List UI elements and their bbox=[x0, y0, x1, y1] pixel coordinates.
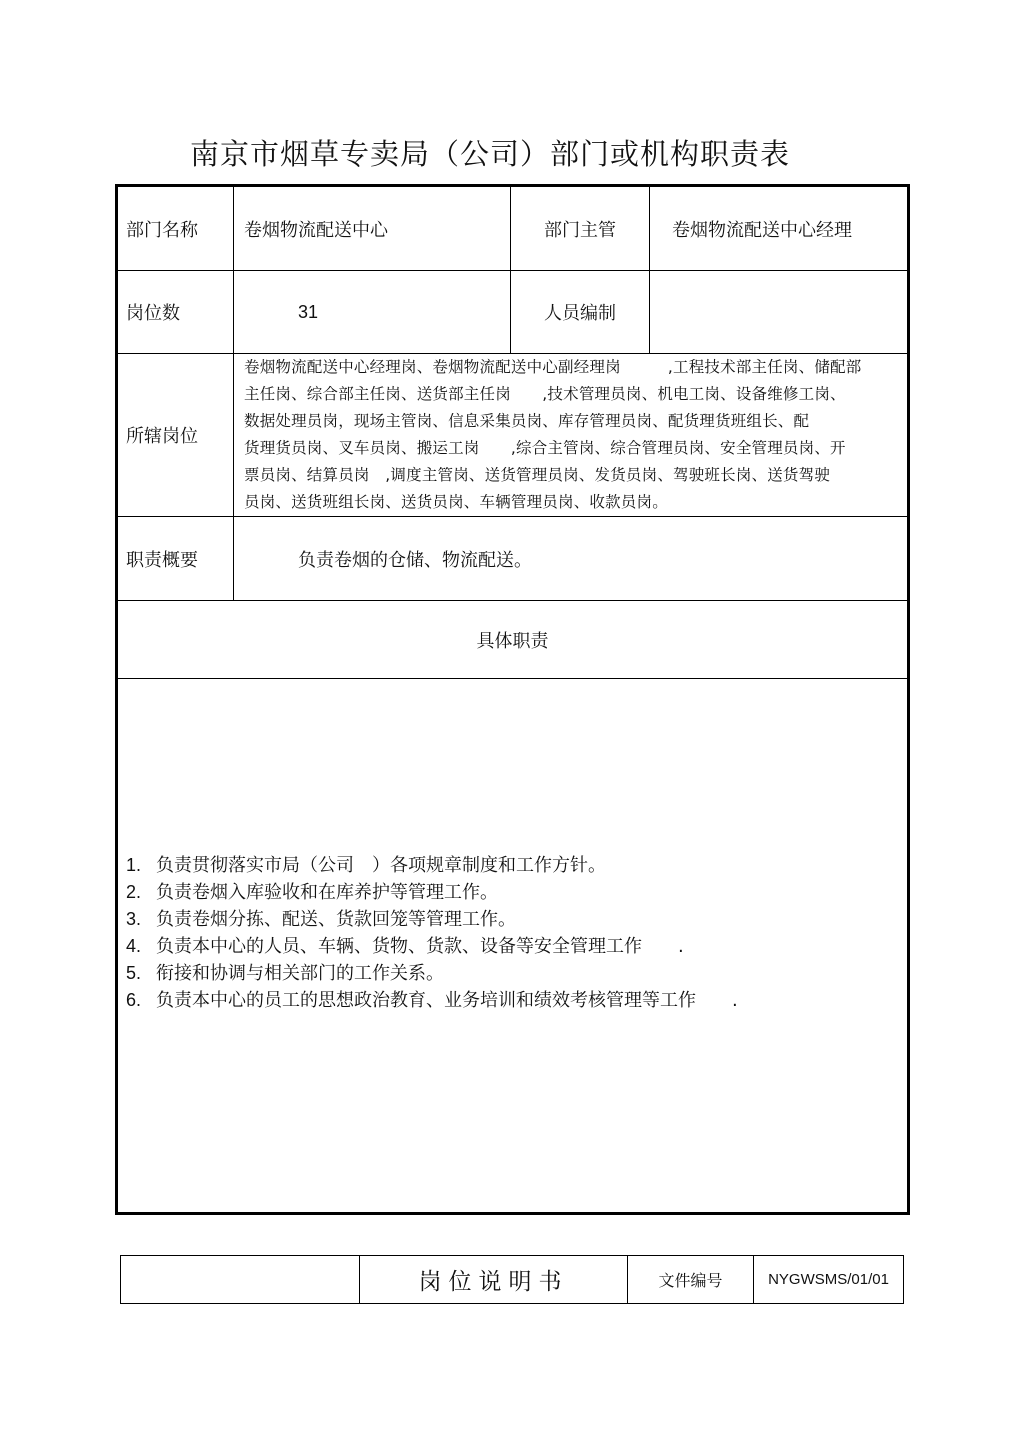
duty-number: 1. bbox=[126, 855, 142, 875]
duties-cell bbox=[117, 679, 909, 1214]
duty-text: 负责贯彻落实市局（公司 ）各项规章制度和工作方针。 bbox=[156, 855, 606, 876]
row-summary bbox=[117, 517, 909, 601]
dept-name-label: 部门名称 bbox=[117, 186, 234, 271]
row-duties bbox=[117, 679, 909, 1214]
duty-number: 6. bbox=[126, 990, 142, 1010]
posts-line: 卷烟物流配送中心经理岗、卷烟物流配送中心副经理岗 ,工程技术部主任岗、储配部 bbox=[244, 358, 862, 376]
posts-line: 主任岗、综合部主任岗、送货部主任岗 ,技术管理员岗、机电工岗、设备维修工岗、 bbox=[244, 385, 846, 403]
duty-text: 衔接和协调与相关部门的工作关系。 bbox=[156, 963, 444, 984]
duty-table bbox=[115, 184, 910, 1215]
row-duties-header bbox=[117, 601, 909, 679]
duty-number: 4. bbox=[126, 936, 142, 956]
duty-item bbox=[126, 987, 738, 1014]
duty-item bbox=[126, 906, 738, 933]
duty-text: 负责卷烟入库验收和在库养护等管理工作。 bbox=[156, 882, 498, 903]
doc-title: 岗位说明书 bbox=[360, 1256, 628, 1304]
duty-item bbox=[126, 852, 738, 879]
duties-header: 具体职责 bbox=[117, 601, 909, 679]
duty-number: 3. bbox=[126, 909, 142, 929]
row-post-count bbox=[117, 271, 909, 354]
doc-footer-table bbox=[120, 1255, 904, 1304]
dept-head-value: 卷烟物流配送中心经理 bbox=[650, 186, 909, 271]
staff-value bbox=[650, 271, 909, 354]
duty-item bbox=[126, 960, 738, 987]
posts-line: 票员岗、结算员岗 ,调度主管岗、送货管理员岗、发货员岗、驾驶班长岗、送货驾驶 bbox=[244, 466, 831, 484]
footer-blank-cell bbox=[121, 1256, 360, 1304]
dept-name-value: 卷烟物流配送中心 bbox=[234, 186, 511, 271]
summary-value: 负责卷烟的仓储、物流配送。 bbox=[234, 517, 909, 601]
duties-list bbox=[126, 852, 738, 1014]
posts-value bbox=[234, 354, 909, 517]
posts-line: 员岗、送货班组长岗、送货员岗、车辆管理员岗、收款员岗。 bbox=[244, 493, 668, 511]
duty-text: 负责卷烟分拣、配送、货款回笼等管理工作。 bbox=[156, 909, 516, 930]
duty-item bbox=[126, 933, 738, 960]
doc-no-label: 文件编号 bbox=[628, 1256, 754, 1304]
duty-text: 负责本中心的人员、车辆、货物、货款、设备等安全管理工作 . bbox=[156, 936, 684, 957]
staff-label: 人员编制 bbox=[511, 271, 650, 354]
page-title: 南京市烟草专卖局（公司）部门或机构职责表 bbox=[189, 137, 790, 171]
row-dept-name bbox=[117, 186, 909, 271]
posts-line: 货理货员岗、叉车员岗、搬运工岗 ,综合主管岗、综合管理员岗、安全管理员岗、开 bbox=[244, 439, 846, 457]
duty-text: 负责本中心的员工的思想政治教育、业务培训和绩效考核管理等工作 . bbox=[156, 990, 738, 1011]
duty-number: 2. bbox=[126, 882, 142, 902]
row-posts bbox=[117, 354, 909, 517]
post-count-value: 31 bbox=[234, 271, 511, 354]
posts-line: 数据处理员岗，现场主管岗、信息采集员岗、库存管理员岗、配货理货班组长、配 bbox=[244, 412, 810, 430]
doc-no-value: NYGWSMS/01/01 bbox=[754, 1256, 904, 1304]
dept-head-label: 部门主管 bbox=[511, 186, 650, 271]
posts-label: 所辖岗位 bbox=[117, 354, 234, 517]
duty-number: 5. bbox=[126, 963, 142, 983]
duty-item bbox=[126, 879, 738, 906]
summary-label: 职责概要 bbox=[117, 517, 234, 601]
post-count-label: 岗位数 bbox=[117, 271, 234, 354]
